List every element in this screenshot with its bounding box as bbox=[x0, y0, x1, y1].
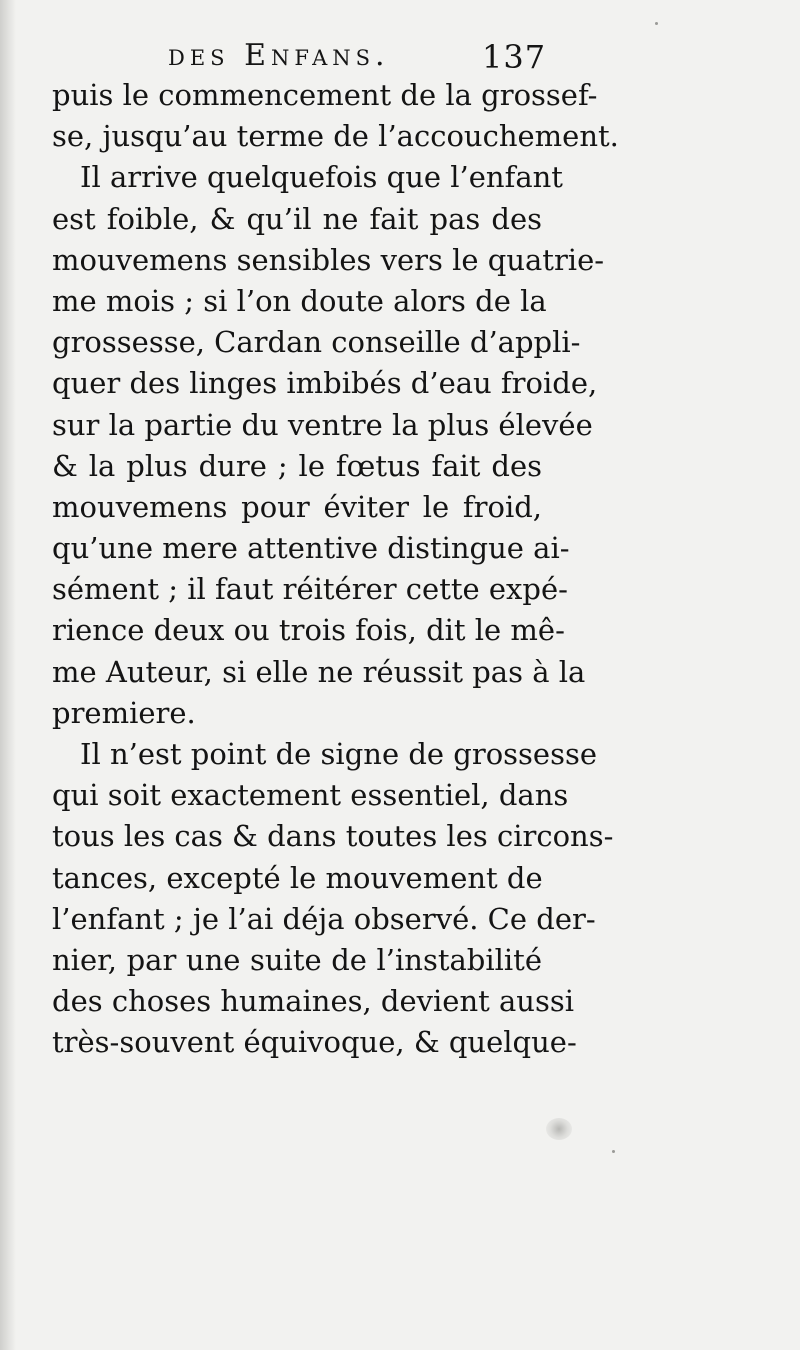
text-line: me Auteur, si elle ne réussit pas à la bbox=[52, 654, 586, 689]
paper-speck bbox=[655, 22, 658, 25]
text-line: mouvemens pour éviter le froid, bbox=[52, 489, 542, 524]
text-line: se, jusqu’au terme de l’accouchement. bbox=[52, 119, 619, 154]
paragraph-end-line: premiere. bbox=[52, 695, 196, 730]
text-line: l’enfant ; je l’ai déja observé. Ce der- bbox=[52, 901, 596, 936]
text-line: quer des linges imbibés d’eau froide, bbox=[52, 366, 598, 401]
ink-smudge bbox=[546, 1118, 572, 1140]
text-line: tances, excepté le mouvement de bbox=[52, 860, 543, 895]
text-line: tous les cas & dans toutes les circons- bbox=[52, 819, 614, 854]
text-line: est foible, & qu’il ne fait pas des bbox=[52, 201, 542, 236]
text-line: & la plus dure ; le fœtus fait des bbox=[52, 448, 542, 483]
text-line: nier, par une suite de l’instabilité bbox=[52, 942, 542, 977]
text-line: grossesse, Cardan conseille d’appli- bbox=[52, 325, 581, 360]
text-line: qui soit exactement essentiel, dans bbox=[52, 778, 569, 813]
page-gutter-shadow bbox=[0, 0, 16, 1350]
text-line: sur la partie du ventre la plus élevée bbox=[52, 407, 593, 442]
page-number: 137 bbox=[482, 38, 547, 76]
text-line: puis le commencement de la grossef- bbox=[52, 78, 598, 112]
paragraph-start-line: Il n’est point de signe de grossesse bbox=[80, 737, 598, 771]
text-line: sément ; il faut réitérer cette expé- bbox=[52, 572, 568, 607]
paper-speck bbox=[612, 1150, 615, 1153]
text-line: très-souvent équivoque, & quelque- bbox=[52, 1025, 577, 1060]
running-head: des Enfans. bbox=[168, 38, 390, 73]
body-text bbox=[52, 75, 619, 1064]
text-line: mouvemens sensibles vers le quatrie- bbox=[52, 242, 605, 277]
text-line: me mois ; si l’on doute alors de la bbox=[52, 283, 547, 318]
text-line: des choses humaines, devient aussi bbox=[52, 984, 575, 1019]
text-line: rience deux ou trois fois, dit le mê- bbox=[52, 613, 565, 648]
paragraph-start-line: Il arrive quelquefois que l’enfant bbox=[80, 160, 563, 195]
text-line: qu’une mere attentive distingue ai- bbox=[52, 531, 570, 566]
